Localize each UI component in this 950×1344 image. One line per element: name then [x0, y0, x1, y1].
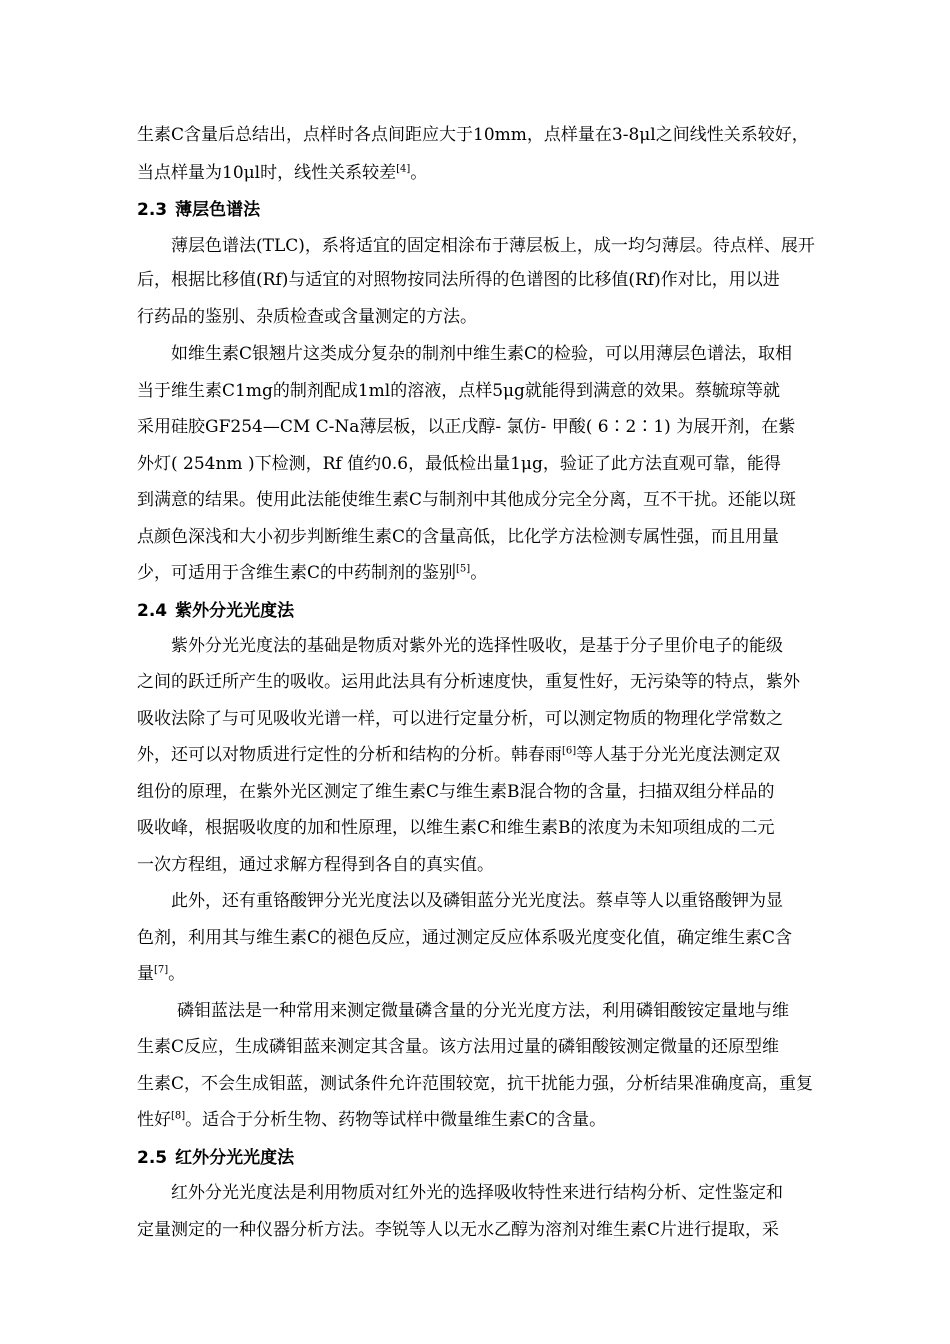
text-line: 当点样量为10μl时，线性关系较差[4]。: [137, 163, 428, 183]
text-line: 定量测定的一种仪器分析方法。李锐等人以无水乙醇为溶剂对维生素C片进行提取，采: [137, 1220, 780, 1240]
text-line: 生素C，不会生成钼蓝，测试条件允许范围较宽，抗干扰能力强，分析结果准确度高，重复: [137, 1074, 814, 1094]
text-line: 生素C含量后总结出，点样时各点间距应大于10mm，点样量在3-8μl之间线性关系较好，: [137, 125, 809, 145]
section-heading-2-3: 2.3 薄层色谱法: [137, 200, 261, 220]
text-line: 紫外分光光度法的基础是物质对紫外光的选择性吸收，是基于分子里价电子的能级: [171, 636, 783, 656]
text-line: 吸收法除了与可见吸收光谱一样，可以进行定量分析，可以测定物质的物理化学常数之: [137, 709, 783, 729]
text-line: 薄层色谱法(TLC)，系将适宜的固定相涂布于薄层板上，成一均匀薄层。待点样、展开: [171, 236, 815, 256]
text-line: 点颜色深浅和大小初步判断维生素C的含量高低，比化学方法检测专属性强，而且用量: [137, 527, 780, 547]
section-heading-2-4: 2.4 紫外分光光度法: [137, 601, 295, 621]
text-line: 量[7]。: [137, 964, 186, 984]
text-line: 吸收峰，根据吸收度的加和性原理，以维生素C和维生素B的浓度为未知项组成的二元: [137, 818, 775, 838]
citation: [5]: [456, 563, 471, 575]
text-line: 外灯( 254nm )下检测，Rf 值约0.6，最低检出量1μg，验证了此方法直观可靠，能得: [137, 454, 781, 474]
text-line: 之间的跃迁所产生的吸收。运用此法具有分析速度快，重复性好，无污染等的特点，紫外: [137, 672, 800, 692]
text-line: 组份的原理，在紫外光区测定了维生素C与维生素B混合物的含量，扫描双组分样品的: [137, 782, 775, 802]
citation: [8]: [171, 1110, 186, 1122]
citation: [6]: [562, 745, 577, 757]
text-line: 到满意的结果。使用此法能使维生素C与制剂中其他成分完全分离，互不干扰。还能以斑: [137, 490, 797, 510]
section-heading-2-5: 2.5 红外分光光度法: [137, 1148, 295, 1168]
text-line: 少，可适用于含维生素C的中药制剂的鉴别[5]。: [137, 563, 488, 583]
text-line: 一次方程组，通过求解方程得到各自的真实值。: [137, 855, 494, 875]
text-line: 磷钼蓝法是一种常用来测定微量磷含量的分光光度方法，利用磷钼酸铵定量地与维: [177, 1001, 789, 1021]
text-line: 行药品的鉴别、杂质检查或含量测定的方法。: [137, 307, 477, 327]
citation: [7]: [154, 964, 169, 976]
text-line: 采用硅胶GF254—CM C-Na薄层板，以正戊醇- 氯仿- 甲酸( 6∶2∶1) 为展开剂，在紫: [137, 417, 796, 437]
text-line: 当于维生素C1mg的制剂配成1ml的溶液，点样5μg就能得到满意的效果。蔡毓琼等就: [137, 381, 780, 401]
text-line: 性好[8]。适合于分析生物、药物等试样中微量维生素C的含量。: [137, 1110, 607, 1130]
text-line: 红外分光光度法是利用物质对红外光的选择吸收特性来进行结构分析、定性鉴定和: [171, 1183, 783, 1203]
text-line: 此外，还有重铬酸钾分光光度法以及磷钼蓝分光光度法。蔡卓等人以重铬酸钾为显: [171, 891, 783, 911]
citation: [4]: [396, 163, 411, 175]
text-line: 如维生素C银翘片这类成分复杂的制剂中维生素C的检验，可以用薄层色谱法，取相: [171, 344, 793, 364]
text-line: 后，根据比移值(Rf)与适宜的对照物按同法所得的色谱图的比移值(Rf)作对比，用以进: [137, 270, 780, 290]
text-line: 生素C反应，生成磷钼蓝来测定其含量。该方法用过量的磷钼酸铵测定微量的还原型维: [137, 1037, 780, 1057]
text-line: 外，还可以对物质进行定性的分析和结构的分析。韩春雨[6]等人基于分光光度法测定双: [137, 745, 781, 765]
text-line: 色剂，利用其与维生素C的褪色反应，通过测定反应体系吸光度变化值，确定维生素C含: [137, 928, 793, 948]
